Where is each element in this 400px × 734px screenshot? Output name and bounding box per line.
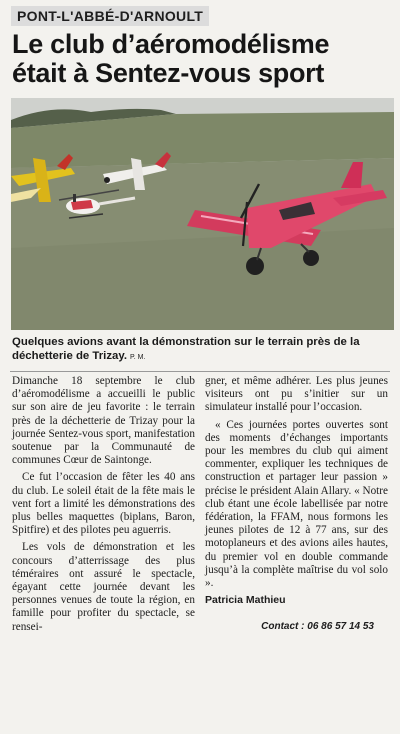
- article-photo: [11, 98, 394, 330]
- author-signature: Patricia Mathieu: [205, 594, 286, 607]
- article-body: [12, 375, 388, 638]
- paragraph: Ce fut l’occasion de fêter les 40 ans du club. Le soleil était de la fête mais le vent fort a limité les démonstrations des plus belles maquettes (biplans, Baron, Spitfire) et des pilotes peu aguerris.: [12, 471, 195, 537]
- caption-divider: [10, 371, 390, 372]
- paragraph: Les vols de démonstration et les concours d’atterrissage des plus téméraires ont assuré le spectacle, égayant cette journée devant les personnes venues de toute la région, en famille pour profiter du spectacle, se rensei-: [12, 541, 195, 633]
- article-column-1: [12, 375, 195, 638]
- paragraph: gner, et même adhérer. Les plus jeunes visiteurs ont pu s’initier sur un simulateur installé pour l’occasion.: [205, 375, 388, 414]
- paragraph: « Ces journées portes ouvertes sont des moments d’échanges importants pour les membres du club qui aiment commenter, expliquer les techniques de construction et partager leur passion » précise le président Alain Allary. « Notre club étant une école labellisée par notre fédération, la FFAM, nous formons les jeunes pilotes de 12 à 77 ans, sur des motoplaneurs et des avions ailes hautes, du premier vol en double commande jusqu’à la complète maîtrise du vol solo ».: [205, 418, 388, 590]
- headline-line-1: Le club d’aéromodélisme: [12, 29, 330, 59]
- paragraph: Dimanche 18 septembre le club d’aéromodélisme a accueilli le public sur son aire de jeu favorite : le terrain près de la déchetterie de Trizay pour la journée Sentez-vous sport, manifestation soutenue par la Communauté de communes Cœur de Saintonge.: [12, 375, 195, 467]
- caption-text: Quelques avions avant la démonstration sur le terrain près de la déchetterie de Trizay.: [12, 336, 360, 362]
- contact-line: Contact : 06 86 57 14 53: [261, 621, 374, 633]
- headline-line-2: était à Sentez-vous sport: [12, 58, 325, 88]
- model-planes-illustration: [11, 98, 394, 330]
- photo-caption: [12, 335, 392, 365]
- article-column-2: [205, 375, 388, 638]
- location-kicker: PONT-L'ABBÉ-D'ARNOULT: [11, 6, 209, 26]
- headline: [12, 30, 392, 88]
- caption-credit: P. M.: [130, 354, 146, 361]
